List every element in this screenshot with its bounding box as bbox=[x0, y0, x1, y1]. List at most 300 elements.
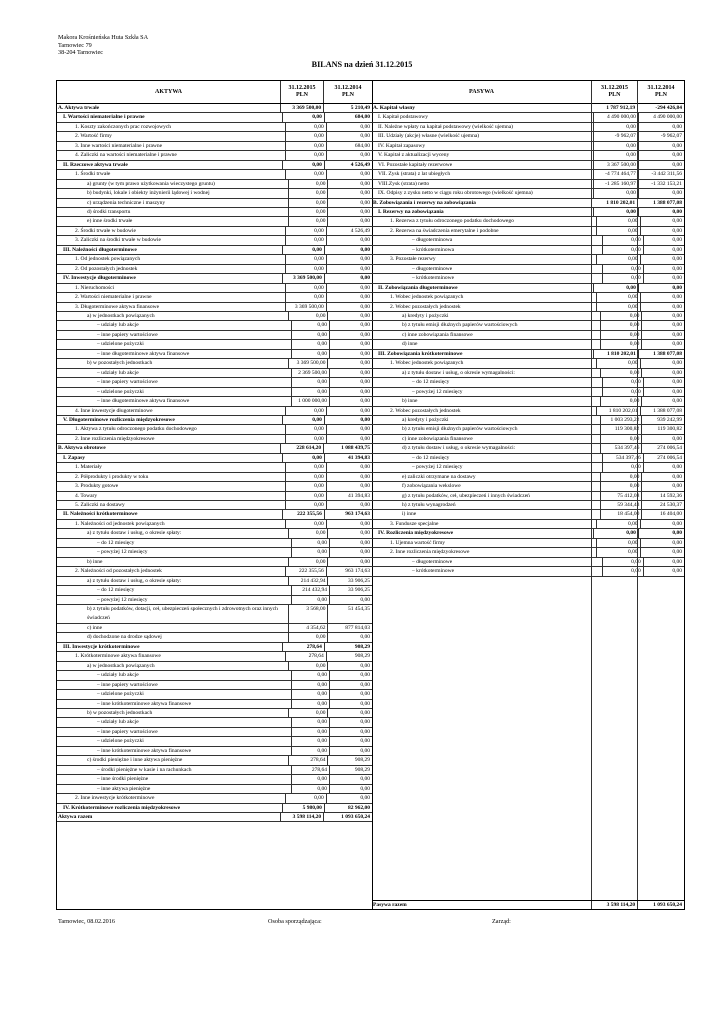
aktywa-row bbox=[57, 454, 372, 463]
aktywa-row bbox=[57, 444, 372, 453]
aktywa-row-value-2014: 0,00 bbox=[329, 747, 372, 755]
aktywa-row-value-2014: 963 174,63 bbox=[326, 567, 372, 575]
pasywa-row-value-2014: 0,00 bbox=[643, 246, 684, 254]
aktywa-row bbox=[57, 199, 372, 208]
pasywa-row-value-2014: 0,00 bbox=[640, 217, 684, 225]
aktywa-row-label: b) w pozostałych jednostkach bbox=[87, 360, 153, 367]
aktywa-row-label: 4. Towary bbox=[75, 492, 98, 499]
aktywa-row-label: II. Rzeczowe aktywa trwałe bbox=[63, 161, 128, 168]
aktywa-row-value-2015: 0,00 bbox=[288, 189, 327, 197]
aktywa-row-label: – udzielone pożyczki bbox=[97, 691, 144, 698]
aktywa-row-value-2014: 0,00 bbox=[324, 246, 372, 254]
pasywa-row-label: 3. Fundusze specjalne bbox=[390, 520, 439, 527]
aktywa-row-value-2015: 0,00 bbox=[288, 217, 327, 225]
aktywa-row bbox=[57, 737, 372, 746]
pasywa-row-label: h) z tytułu wynagrodzeń bbox=[402, 502, 456, 509]
aktywa-row-value-2015: 0,00 bbox=[285, 123, 326, 131]
aktywa-row-value-2015: 278,64 bbox=[288, 756, 327, 764]
aktywa-row-value-2015: 0,00 bbox=[291, 671, 329, 679]
balance-sheet-table bbox=[56, 80, 685, 910]
aktywa-row bbox=[57, 520, 372, 529]
aktywa-row-value-2015: 3 369 500,00 bbox=[285, 303, 326, 311]
aktywa-row-value-2014: 41 394,83 bbox=[326, 492, 372, 500]
pasywa-row-label: A. Kapitał własny bbox=[373, 105, 416, 111]
aktywa-row-value-2014: 908,29 bbox=[326, 652, 372, 660]
aktywa-row-value-2015: 0,00 bbox=[291, 728, 329, 736]
pasywa-row-value-2014: -1 332 153,21 bbox=[638, 180, 684, 188]
aktywa-row-label: 3. Inne wartości niematerialne i prawne bbox=[75, 142, 163, 149]
pasywa-row-value-2014: 0,00 bbox=[643, 388, 684, 396]
aktywa-row-label: – udzielone pożyczki bbox=[97, 738, 144, 745]
aktywa-row-value-2014: 0,00 bbox=[326, 303, 372, 311]
aktywa-row-value-2015: 0,00 bbox=[291, 596, 329, 604]
aktywa-row-value-2015: 0,00 bbox=[288, 180, 327, 188]
pasywa-row-value-2015: 0,00 bbox=[596, 303, 639, 311]
aktywa-row-value-2015: 0,00 bbox=[285, 293, 326, 301]
aktywa-row-value-2015: 0,00 bbox=[291, 388, 329, 396]
pasywa-row-label: VII. Zysk (strata) z lat ubiegłych bbox=[378, 171, 451, 178]
aktywa-row bbox=[57, 378, 372, 387]
aktywa-row bbox=[57, 321, 372, 330]
pasywa-row-value-2015: -4 774 464,77 bbox=[593, 170, 638, 178]
pasywa-row-value-2015: 0,00 bbox=[596, 548, 639, 556]
pasywa-row-label: 2. Wobec pozostałych jednostek bbox=[390, 407, 461, 414]
pasywa-row-value-2015: 0,00 bbox=[602, 246, 642, 254]
aktywa-row-value-2015: 0,00 bbox=[285, 425, 326, 433]
aktywa-row-value-2015: 0,00 bbox=[288, 633, 327, 641]
aktywa-row-value-2014: 1 093 650,24 bbox=[323, 813, 372, 821]
aktywa-row bbox=[57, 208, 372, 217]
aktywa-row bbox=[57, 813, 372, 822]
aktywa-row-value-2014: 684,00 bbox=[326, 142, 372, 150]
aktywa-row-value-2015: 0,00 bbox=[291, 690, 329, 698]
aktywa-row bbox=[57, 700, 372, 709]
aktywa-row-label: – powyżej 12 miesięcy bbox=[97, 549, 148, 556]
aktywa-row-value-2014: 908,29 bbox=[324, 643, 372, 651]
aktywa-row-value-2014: 0,00 bbox=[326, 482, 372, 490]
pasywa-row-label: V. Kapitał z aktualizacji wyceny bbox=[378, 152, 450, 159]
aktywa-section bbox=[57, 81, 373, 909]
pasywa-row-value-2014: 0,00 bbox=[638, 161, 684, 169]
pasywa-row-label: – do 12 miesięcy bbox=[412, 454, 450, 461]
aktywa-row bbox=[57, 558, 372, 567]
aktywa-row bbox=[57, 303, 372, 312]
aktywa-row-label: – udziały lub akcje bbox=[97, 719, 139, 726]
aktywa-row-value-2015: 3 598 114,20 bbox=[280, 813, 323, 821]
aktywa-row-label: 5. Zaliczki na dostawy bbox=[75, 502, 125, 509]
aktywa-row-label: b) w pozostałych jednostkach bbox=[87, 710, 153, 716]
aktywa-row-value-2014: 0,00 bbox=[326, 265, 372, 273]
pasywa-total-row bbox=[372, 900, 684, 909]
aktywa-row bbox=[57, 113, 372, 122]
pasywa-row-value-2014: 1 388 077,08 bbox=[638, 350, 684, 358]
pasywa-row-label: b) z tytułu emisji dłużnych papierów wartościowych bbox=[402, 426, 518, 433]
pasywa-row-label: b) inne bbox=[402, 398, 418, 405]
pasywa-row-value-2015: 3 367 500,00 bbox=[593, 161, 638, 169]
aktywa-row-value-2014: 0,00 bbox=[327, 633, 372, 641]
aktywa-row-label: 2. Półprodukty i produkty w toku bbox=[75, 473, 149, 480]
pasywa-row-value-2015: 0,00 bbox=[602, 388, 642, 396]
aktywa-row-label: III. Inwestycje krótkoterminowe bbox=[63, 643, 140, 650]
aktywa-row-label: 2. Od pozostałych jednostek bbox=[75, 265, 138, 272]
pasywa-row-value-2014: 0,00 bbox=[640, 293, 684, 301]
pasywa-total-label: Pasywa razem bbox=[373, 901, 407, 908]
document-title: BILANS na dzień 31.12.2015 bbox=[311, 60, 413, 69]
aktywa-row-label: – inne papiery wartościowe bbox=[97, 728, 158, 735]
pasywa-header bbox=[372, 81, 684, 104]
pasywa-total-value-2015: 3 598 114,20 bbox=[591, 901, 637, 909]
pasywa-row-value-2015: 1 787 912,19 bbox=[591, 104, 637, 112]
pasywa-row-label: a) z tytułu dostaw i usług, o okresie wymagalności: bbox=[402, 369, 515, 376]
aktywa-row bbox=[57, 331, 372, 340]
aktywa-row-value-2015: 0,00 bbox=[285, 151, 326, 159]
pasywa-row-label: d) z tytułu dostaw i usług, o okresie wymagalności: bbox=[402, 445, 516, 452]
pasywa-row-label: IV. Rozliczenia międzyokresowe bbox=[378, 530, 454, 537]
aktywa-row-value-2014: 0,00 bbox=[329, 728, 372, 736]
aktywa-row-value-2014: 51 454,35 bbox=[327, 605, 372, 623]
aktywa-row-label: 1. Nieruchomości bbox=[75, 284, 115, 291]
aktywa-row bbox=[57, 662, 372, 671]
aktywa-row-value-2015: 0,00 bbox=[282, 246, 324, 254]
aktywa-row-label: 1. Środki trwałe bbox=[75, 171, 111, 178]
aktywa-row-value-2015: 278,64 bbox=[291, 766, 329, 774]
aktywa-row bbox=[57, 388, 372, 397]
aktywa-row bbox=[57, 180, 372, 189]
aktywa-row-value-2015: 214 432,94 bbox=[291, 586, 329, 594]
aktywa-row-value-2015: 0,00 bbox=[288, 208, 327, 216]
aktywa-row bbox=[57, 652, 372, 661]
aktywa-row-value-2015: 0,00 bbox=[285, 132, 326, 140]
pasywa-row-label: d) inne bbox=[402, 341, 418, 348]
pasywa-row-value-2014: 0,00 bbox=[640, 539, 684, 547]
aktywa-row-value-2015: 0,00 bbox=[291, 331, 329, 339]
aktywa-row-value-2015: 3 568,00 bbox=[288, 605, 327, 623]
aktywa-row-value-2014: 4 526,49 bbox=[326, 227, 372, 235]
aktywa-row-label: b) z tytułu podatków, dotacji, ceł, ubezpieczeń społecznych i zdrowotnych oraz innych świadczeń bbox=[87, 606, 278, 622]
aktywa-row bbox=[57, 340, 372, 349]
aktywa-rows bbox=[57, 104, 372, 822]
aktywa-row-value-2015: 222 355,56 bbox=[285, 567, 326, 575]
pasywa-row-value-2015: 0,00 bbox=[593, 529, 638, 537]
aktywa-row-label: – środki pieniężne w kasie i na rachunkach bbox=[97, 766, 192, 773]
aktywa-row bbox=[57, 473, 372, 482]
pasywa-row-value-2015: 1 810 202,01 bbox=[591, 199, 637, 207]
pasywa-row-value-2014: 0,00 bbox=[641, 473, 684, 481]
aktywa-row-value-2014: 0,00 bbox=[329, 548, 372, 556]
pasywa-row-value-2015: 4 490 000,00 bbox=[593, 113, 638, 121]
aktywa-row-label: I. Zapasy bbox=[63, 454, 86, 461]
pasywa-row-value-2014: 0,00 bbox=[641, 482, 684, 490]
pasywa-row-label: – krótkoterminowe bbox=[412, 568, 455, 575]
aktywa-row-value-2015: 0,00 bbox=[291, 321, 329, 329]
pasywa-row-label: e) zaliczki otrzymane na dostawy bbox=[402, 473, 476, 480]
aktywa-row bbox=[57, 104, 372, 113]
pasywa-row-value-2014: 274 006,54 bbox=[643, 454, 684, 462]
aktywa-row-value-2014: 0,00 bbox=[326, 501, 372, 509]
aktywa-row bbox=[57, 312, 372, 321]
pasywa-row-value-2015: 0,00 bbox=[596, 255, 639, 263]
pasywa-row-label: B. Zobowiązania i rezerwy na zobowiązania bbox=[373, 199, 476, 206]
aktywa-row bbox=[57, 577, 372, 586]
aktywa-row bbox=[57, 189, 372, 198]
aktywa-row-value-2015: 0,00 bbox=[285, 520, 326, 528]
pasywa-row-label: III. Udziały (akcje) własne (wielkość ujemna) bbox=[378, 133, 480, 140]
aktywa-row-value-2015: 0,00 bbox=[285, 170, 326, 178]
aktywa-row-label: V. Długoterminowe rozliczenia międzyokresowe bbox=[63, 416, 175, 423]
aktywa-row bbox=[57, 132, 372, 141]
aktywa-row bbox=[57, 492, 372, 501]
aktywa-row-value-2014: 1 088 439,75 bbox=[323, 444, 372, 452]
aktywa-row bbox=[57, 529, 372, 538]
aktywa-row-value-2014: 0,00 bbox=[326, 293, 372, 301]
aktywa-row bbox=[57, 567, 372, 576]
pasywa-row-value-2015: 0,00 bbox=[602, 558, 642, 566]
aktywa-row-value-2015: 0,00 bbox=[291, 340, 329, 348]
pasywa-row-label: 1. Ujemna wartość firmy bbox=[390, 539, 445, 546]
aktywa-row-value-2014: 877 814,03 bbox=[327, 624, 372, 632]
aktywa-row bbox=[57, 643, 372, 652]
aktywa-row-label: – inne krótkoterminowe aktywa finansowe bbox=[97, 747, 192, 754]
aktywa-row-value-2014: 0,00 bbox=[327, 217, 372, 225]
pasywa-row-label: – długoterminowe bbox=[412, 558, 453, 565]
pasywa-row-value-2014: 0,00 bbox=[638, 189, 684, 197]
pasywa-row-value-2014: -294 426,84 bbox=[637, 104, 684, 112]
pasywa-row-value-2014: 0,00 bbox=[643, 463, 684, 471]
aktywa-row-label: 3. Produkty gotowe bbox=[75, 483, 119, 490]
aktywa-row-label: c) urządzenia techniczne i maszyny bbox=[87, 199, 166, 206]
pasywa-row-value-2014: 0,00 bbox=[643, 274, 684, 282]
aktywa-row-label: 2. Wartości niematerialne i prawne bbox=[75, 294, 152, 301]
pasywa-total-value-2014: 1 093 650,24 bbox=[637, 901, 684, 909]
pasywa-row-value-2014: 0,00 bbox=[643, 378, 684, 386]
aktywa-row-label: b) inne bbox=[87, 558, 103, 565]
aktywa-row-value-2014: 0,00 bbox=[326, 520, 372, 528]
pasywa-row-label: c) inne zobowiązania finansowe bbox=[402, 331, 473, 338]
pasywa-row-label: – długoterminowa bbox=[412, 237, 453, 244]
aktywa-row-value-2014: 0,00 bbox=[326, 794, 372, 802]
pasywa-row-value-2014: 0,00 bbox=[643, 236, 684, 244]
pasywa-row-value-2015: 0,00 bbox=[600, 340, 642, 348]
pasywa-row-value-2014: 0,00 bbox=[638, 208, 684, 216]
aktywa-col2-date: 31.12.2014 bbox=[334, 85, 362, 92]
aktywa-row-value-2014: 0,00 bbox=[326, 132, 372, 140]
pasywa-col-divider bbox=[591, 103, 592, 909]
aktywa-col2-header bbox=[323, 81, 372, 103]
aktywa-row-value-2014: 0,00 bbox=[326, 425, 372, 433]
pasywa-row-value-2015: 0,00 bbox=[600, 312, 642, 320]
pasywa-row-label: IV. Kapitał zapasowy bbox=[378, 142, 426, 149]
pasywa-row-label: VIII.Zysk (strata) netto bbox=[378, 180, 430, 187]
aktywa-row bbox=[57, 785, 372, 794]
aktywa-row-value-2014: 0,00 bbox=[329, 596, 372, 604]
aktywa-row-label: – inne krótkoterminowe aktywa finansowe bbox=[97, 700, 192, 707]
pasywa-row-value-2015: 0,00 bbox=[596, 217, 639, 225]
pasywa-row-value-2014: 0,00 bbox=[640, 548, 684, 556]
pasywa-row-value-2015: 0,00 bbox=[593, 151, 638, 159]
aktywa-row-label: – udzielone pożyczki bbox=[97, 341, 144, 348]
aktywa-row-value-2015: 0,00 bbox=[285, 492, 326, 500]
aktywa-row bbox=[57, 170, 372, 179]
pasywa-row-value-2015: 0,00 bbox=[602, 274, 642, 282]
aktywa-row-value-2014: 0,00 bbox=[324, 416, 372, 424]
aktywa-row-value-2015: 0,00 bbox=[288, 558, 327, 566]
pasywa-row-label: – do 12 miesięcy bbox=[412, 379, 450, 386]
pasywa-row-value-2014: 0,00 bbox=[638, 529, 684, 537]
pasywa-row-label: III. Zobowiązania krótkoterminowe bbox=[378, 350, 463, 357]
aktywa-row-label: 1. Materiały bbox=[75, 464, 102, 471]
aktywa-row bbox=[57, 236, 372, 245]
aktywa-row-value-2014: 0,00 bbox=[326, 151, 372, 159]
aktywa-row-label: – inne papiery wartościowe bbox=[97, 379, 158, 386]
pasywa-col2-date: 31.12.2014 bbox=[647, 85, 675, 92]
aktywa-row-value-2015: 222 355,56 bbox=[282, 510, 324, 518]
aktywa-row-label: 1. Aktywa z tytułu odroczonego podatku dochodowego bbox=[75, 426, 197, 433]
aktywa-row-label: – udziały lub akcje bbox=[97, 322, 139, 329]
aktywa-row-value-2015: 0,00 bbox=[288, 709, 327, 717]
pasywa-row-value-2015: 0,00 bbox=[600, 435, 642, 443]
aktywa-row-value-2015: 2 369 500,00 bbox=[291, 369, 329, 377]
aktywa-row-value-2014: 0,00 bbox=[327, 208, 372, 216]
pasywa-row-value-2015: 0,00 bbox=[596, 293, 639, 301]
pasywa-row-value-2015: 0,00 bbox=[602, 378, 642, 386]
aktywa-row-label: a) w jednostkach powiązanych bbox=[87, 662, 155, 669]
pasywa-row-value-2014: 0,00 bbox=[640, 359, 684, 367]
pasywa-row-value-2014: 274 006,54 bbox=[641, 444, 684, 452]
aktywa-row-value-2014: 82 962,00 bbox=[324, 804, 372, 812]
aktywa-row-value-2015: 0,00 bbox=[285, 265, 326, 273]
pasywa-row-value-2014: 14 592,36 bbox=[641, 492, 684, 500]
aktywa-row bbox=[57, 624, 372, 633]
aktywa-row bbox=[57, 407, 372, 416]
pasywa-row-value-2015: 0,00 bbox=[596, 539, 639, 547]
aktywa-row-value-2014: 0,00 bbox=[329, 350, 372, 358]
pasywa-row-value-2014: 16 404,00 bbox=[641, 510, 684, 518]
aktywa-row bbox=[57, 142, 372, 151]
aktywa-row bbox=[57, 709, 372, 718]
pasywa-row-value-2014: 0,00 bbox=[638, 284, 684, 292]
aktywa-row-value-2014: 0,00 bbox=[326, 255, 372, 263]
aktywa-row-value-2014: 0,00 bbox=[326, 236, 372, 244]
pasywa-row-value-2014: 0,00 bbox=[640, 227, 684, 235]
aktywa-row bbox=[57, 596, 372, 605]
footer-place-date: Tarnowiec, 08.02.2016 bbox=[58, 918, 115, 925]
aktywa-row-value-2014: 0,00 bbox=[329, 539, 372, 547]
aktywa-row-value-2014: 0,00 bbox=[327, 180, 372, 188]
pasywa-row-value-2014: 0,00 bbox=[641, 321, 684, 329]
aktywa-row-value-2015: 0,00 bbox=[282, 416, 324, 424]
pasywa-row-value-2015: 534 397,46 bbox=[602, 454, 642, 462]
aktywa-row-value-2014: 0,00 bbox=[327, 199, 372, 207]
pasywa-col2-currency: PLN bbox=[655, 92, 667, 98]
aktywa-row-value-2015: 3 369 500,00 bbox=[288, 359, 327, 367]
aktywa-row-value-2014: 0,00 bbox=[329, 718, 372, 726]
pasywa-row-value-2014: 0,00 bbox=[640, 303, 684, 311]
pasywa-row-value-2015: 0,00 bbox=[600, 482, 642, 490]
pasywa-row-value-2015: 0,00 bbox=[602, 567, 642, 575]
aktywa-row-value-2014: 4 526,49 bbox=[324, 161, 372, 169]
aktywa-row-value-2014: 0,00 bbox=[329, 331, 372, 339]
aktywa-row bbox=[57, 274, 372, 283]
aktywa-row-value-2014: 0,00 bbox=[329, 397, 372, 405]
aktywa-row-value-2014: 908,29 bbox=[327, 756, 372, 764]
pasywa-row-label: I. Rezerwy na zobowiązania bbox=[378, 208, 444, 215]
aktywa-row-value-2015: 3 369 500,00 bbox=[280, 104, 323, 112]
aktywa-row-label: 1. Krótkoterminowe aktywa finansowe bbox=[75, 653, 161, 660]
aktywa-row-value-2014: 41 394,83 bbox=[324, 454, 372, 462]
pasywa-row-value-2014: 0,00 bbox=[641, 340, 684, 348]
aktywa-row-value-2015: 0,00 bbox=[291, 700, 329, 708]
aktywa-row-label: – inne aktywa pieniężne bbox=[97, 785, 151, 792]
aktywa-row bbox=[57, 284, 372, 293]
aktywa-row-value-2014: 0,00 bbox=[329, 671, 372, 679]
pasywa-col2-header bbox=[637, 81, 684, 103]
aktywa-row-label: – inne papiery wartościowe bbox=[97, 681, 158, 688]
aktywa-row bbox=[57, 718, 372, 727]
pasywa-row-label: a) kredyty i pożyczki bbox=[402, 416, 449, 423]
pasywa-row-label: 2. Wobec pozostałych jednostek bbox=[390, 303, 461, 310]
aktywa-row bbox=[57, 416, 372, 425]
aktywa-col2-currency: PLN bbox=[342, 92, 354, 98]
aktywa-row bbox=[57, 435, 372, 444]
pasywa-row-value-2015: 0,00 bbox=[602, 265, 642, 273]
aktywa-row-label: 2. Wartość firmy bbox=[75, 133, 112, 140]
pasywa-row-value-2015: 534 397,46 bbox=[600, 444, 642, 452]
aktywa-row-value-2014: 33 906,25 bbox=[329, 586, 372, 594]
aktywa-row-label: a) z tytułu dostaw i usług, o okresie spłaty: bbox=[87, 530, 182, 537]
aktywa-row-label: c) środki pieniężne i inne aktywa pieniężne bbox=[87, 757, 183, 764]
aktywa-row-label: – powyżej 12 miesięcy bbox=[97, 596, 148, 603]
aktywa-row-value-2015: 228 614,20 bbox=[280, 444, 323, 452]
aktywa-row bbox=[57, 747, 372, 756]
aktywa-row-label: – udziały lub akcje bbox=[97, 672, 139, 679]
aktywa-row-value-2015: 0,00 bbox=[291, 548, 329, 556]
aktywa-row-value-2015: 0,00 bbox=[285, 227, 326, 235]
aktywa-row-value-2014: 0,00 bbox=[329, 785, 372, 793]
aktywa-row-value-2014: 5 210,49 bbox=[323, 104, 372, 112]
aktywa-row-value-2014: 0,00 bbox=[326, 170, 372, 178]
aktywa-row-label: a) grunty (w tym prawo użytkowania wieczystego gruntu) bbox=[87, 180, 215, 187]
aktywa-row bbox=[57, 151, 372, 160]
aktywa-row-label: c) inne bbox=[87, 624, 103, 631]
pasywa-row-label: – długoterminowe bbox=[412, 265, 453, 272]
pasywa-row-label: 2. Inne rozliczenia międzyokresowe bbox=[390, 549, 470, 556]
pasywa-row-value-2014: 0,00 bbox=[641, 331, 684, 339]
aktywa-row-value-2015: 0,00 bbox=[291, 681, 329, 689]
aktywa-row-label: 2. Inne rozliczenia międzyokresowe bbox=[75, 435, 155, 442]
pasywa-heading: PASYWA bbox=[469, 88, 494, 95]
aktywa-row-value-2015: 0,00 bbox=[288, 662, 327, 670]
pasywa-row-label: a) kredyty i pożyczki bbox=[402, 312, 449, 319]
aktywa-row-value-2015: 0,00 bbox=[285, 501, 326, 509]
aktywa-row bbox=[57, 539, 372, 548]
aktywa-row-label: – udzielone pożyczki bbox=[97, 388, 144, 395]
pasywa-row-value-2014: 0,00 bbox=[643, 558, 684, 566]
aktywa-row-label: – do 12 miesięcy bbox=[97, 587, 135, 594]
company-name: Makora Krośnieńska Huta Szkła SA bbox=[58, 34, 149, 41]
pasywa-row-value-2015: 0,00 bbox=[596, 227, 639, 235]
pasywa-row-value-2014: -9 962,07 bbox=[638, 132, 684, 140]
aktywa-row-value-2014: 0,00 bbox=[329, 737, 372, 745]
aktywa-row-value-2014: 0,00 bbox=[329, 700, 372, 708]
pasywa-row-value-2015: 0,00 bbox=[600, 473, 642, 481]
aktywa-col1-currency: PLN bbox=[296, 92, 308, 98]
aktywa-row-value-2014: 0,00 bbox=[327, 709, 372, 717]
pasywa-col1-header bbox=[591, 81, 637, 103]
aktywa-row-value-2015: 0,00 bbox=[282, 161, 324, 169]
aktywa-row-label: b) budynki, lokale i obiekty inżynierii lądowej i wodnej bbox=[87, 190, 210, 197]
aktywa-row-value-2015: 0,00 bbox=[291, 718, 329, 726]
aktywa-row bbox=[57, 217, 372, 226]
